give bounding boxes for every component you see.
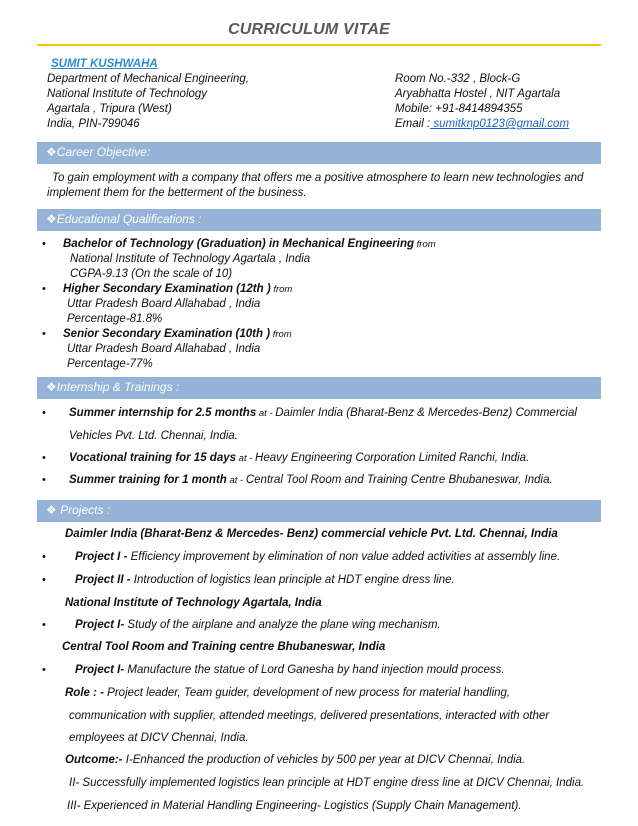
education-degree-3: Senior Secondary Examination (10th ) from <box>63 328 292 340</box>
list-bullet-icon: • <box>42 551 46 563</box>
education-detail: Uttar Pradesh Board Allahabad , India <box>67 343 261 355</box>
project-item: Project II - Introduction of logistics lean principle at HDT engine dress line. <box>75 574 455 586</box>
list-bullet-icon: • <box>42 407 46 419</box>
address-line: Department of Mechanical Engineering, <box>47 73 250 85</box>
list-bullet-icon: • <box>42 664 46 676</box>
education-degree-1: Bachelor of Technology (Graduation) in Mechanical Engineering from <box>63 238 436 250</box>
email-line <box>395 117 569 132</box>
education-detail: Percentage-77% <box>67 358 153 370</box>
role-line: Role : - Project leader, Team guider, development of new process for material handling, <box>65 687 511 699</box>
hostel-line: Aryabhatta Hostel , NIT Agartala <box>395 88 561 100</box>
section-title-internship: ❖Internship & Trainings : <box>46 380 180 394</box>
address-left-block <box>47 72 249 132</box>
section-bar-education <box>37 209 601 231</box>
project-item: Project I - Efficiency improvement by elimination of non value added activities at assembly line. <box>75 551 561 563</box>
project-item: Project I- Manufacture the statue of Lord Ganesha by hand injection mould process. <box>75 664 505 676</box>
list-bullet-icon: • <box>42 574 46 586</box>
address-right-block <box>395 72 569 132</box>
address-line: Agartala , Tripura (West) <box>47 103 172 115</box>
project-org-daimler: Daimler India (Bharat-Benz & Mercedes- Benz) commercial vehicle Pvt. Ltd. Chennai, India <box>65 528 558 540</box>
section-title-projects: ❖ Projects : <box>46 503 111 517</box>
section-bar-projects <box>37 500 601 522</box>
education-detail: Percentage-81.8% <box>67 313 163 325</box>
list-bullet-icon: • <box>42 328 46 340</box>
diamond-bullet-icon: ❖ <box>46 212 57 226</box>
internship-item-1-cont: Vehicles Pvt. Ltd. Chennai, India. <box>69 430 238 442</box>
title-divider <box>37 44 601 46</box>
address-line: India, PIN-799046 <box>47 118 140 130</box>
internship-item-3: Summer training for 1 month at - Central Tool Room and Training Centre Bhubaneswar, India. <box>69 474 553 486</box>
list-bullet-icon: • <box>42 452 46 464</box>
address-line: National Institute of Technology <box>47 88 208 100</box>
role-line: communication with supplier, attended meetings, delivered presentations, interacted with other <box>69 710 550 722</box>
education-detail: CGPA-9.13 (On the scale of 10) <box>70 268 233 280</box>
education-detail: National Institute of Technology Agartala , India <box>70 253 311 265</box>
diamond-bullet-icon: ❖ <box>46 503 57 517</box>
section-title-education: ❖Educational Qualifications : <box>46 212 202 226</box>
email-label: Email : <box>395 118 431 130</box>
role-line: employees at DICV Chennai, India. <box>69 732 249 744</box>
education-detail: Uttar Pradesh Board Allahabad , India <box>67 298 261 310</box>
page-title: CURRICULUM VITAE <box>227 21 390 38</box>
list-bullet-icon: • <box>42 619 46 631</box>
email-link[interactable]: sumitknp0123@gmail.com <box>430 118 570 130</box>
internship-item-1: Summer internship for 2.5 months at - Daimler India (Bharat-Benz & Mercedes-Benz) Commercial <box>69 407 577 419</box>
section-bar-career <box>37 142 601 164</box>
section-title-career: ❖Career Objective: <box>46 145 151 159</box>
candidate-name: SUMIT KUSHWAHA <box>51 58 158 70</box>
list-bullet-icon: • <box>42 238 46 250</box>
outcome-line: III- Experienced in Material Handling Engineering- Logistics (Supply Chain Management). <box>67 800 522 812</box>
list-bullet-icon: • <box>42 474 46 486</box>
mobile-line: Mobile: +91-8414894355 <box>395 103 523 115</box>
education-degree-2: Higher Secondary Examination (12th ) from <box>63 283 293 295</box>
internship-item-2: Vocational training for 15 days at - Heavy Engineering Corporation Limited Ranchi, India. <box>69 452 530 464</box>
project-org-ctr: Central Tool Room and Training centre Bhubaneswar, India <box>62 641 386 653</box>
project-org-nit: National Institute of Technology Agartala, India <box>65 597 322 609</box>
list-bullet-icon: • <box>42 283 46 295</box>
project-item: Project I- Study of the airplane and analyze the plane wing mechanism. <box>75 619 441 631</box>
outcome-line: II- Successfully implemented logistics lean principle at HDT engine dress line at DICV Chennai, India. <box>69 777 585 789</box>
section-bar-internship <box>37 377 601 399</box>
outcome-line: Outcome:- I-Enhanced the production of vehicles by 500 per year at DICV Chennai, India. <box>65 754 526 766</box>
room-line: Room No.-332 , Block-G <box>395 73 521 85</box>
career-text-line: To gain employment with a company that offers me a positive atmosphere to learn new technologies and <box>52 172 584 184</box>
career-text-line: implement them for the betterment of the business. <box>47 187 307 199</box>
diamond-bullet-icon: ❖ <box>46 380 57 394</box>
diamond-bullet-icon: ❖ <box>46 145 57 159</box>
